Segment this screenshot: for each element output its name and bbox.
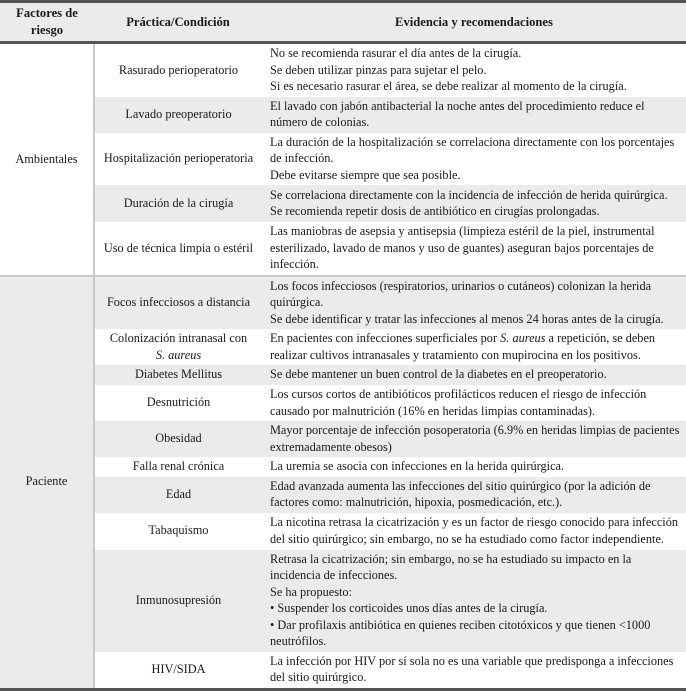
table-row [0, 276, 686, 330]
factor-cell-ambientales: Ambientales [0, 43, 94, 276]
practice-cell: Diabetes Mellitus [134, 367, 223, 382]
evidence-cell [262, 421, 686, 457]
practice-cell: Rasurado perioperatorio [118, 62, 239, 77]
evidence-line: Mayor porcentaje de infección posoperatoria (6.9% en heridas limpias de pacientes extremadamente obesos) [270, 423, 680, 454]
practice-cell: HIV/SIDA [94, 652, 262, 690]
evidence-cell [262, 276, 686, 330]
evidence-cell [262, 97, 686, 133]
evidence-line: Debe evitarse siempre que sea posible. [270, 167, 461, 182]
evidence-cell [262, 477, 686, 513]
evidence-cell [262, 222, 686, 276]
evidence-line: Edad avanzada aumenta las infecciones del sitio quirúrgico (por la adición de factores como: malnutrición, hipoxia, posmedicación, etc.). [270, 478, 651, 509]
table-row [0, 185, 686, 222]
evidence-cell [262, 513, 686, 550]
evidence-bullet: • Suspender los corticoides unos días antes de la cirugía. [270, 601, 548, 615]
evidence-line: Retrasa la cicatrización; sin embargo, no se ha estudiado su impacto en la incidencia de infecciones. [270, 551, 632, 582]
evidence-line: Las maniobras de asepsia y antisepsia (limpieza estéril de la piel, instrumental esterilizado, lavado de manos y uso de guantes) aseguran bajos porcentajes de infección. [270, 224, 655, 271]
evidence-text: a repetición, se deben realizar cultivos intranasales y tratamiento con mupirocina en los positivos. [270, 331, 656, 362]
table-row [0, 97, 686, 133]
evidence-cell [262, 652, 686, 690]
evidence-cell [262, 457, 686, 477]
table-row [0, 457, 686, 477]
evidence-cell [262, 550, 686, 652]
header-evidence: Evidencia y recomendaciones [262, 2, 686, 43]
table-row [0, 133, 686, 186]
table-row [0, 513, 686, 550]
practice-cell: Tabaquismo [148, 523, 209, 538]
header-practice: Práctica/Condición [94, 2, 262, 43]
evidence-line: Se deben utilizar pinzas para sujetar el pelo. [270, 62, 487, 77]
evidence-text: En pacientes con infecciones superficiales por [270, 331, 501, 345]
evidence-line: El lavado con jabón antibacterial la noche antes del procedimiento reduce el número de colonias. [270, 98, 645, 129]
evidence-line: Se debe mantener un buen control de la diabetes en el preoperatorio. [270, 367, 607, 382]
table-row [0, 365, 686, 385]
evidence-cell [262, 385, 686, 421]
evidence-line: La duración de la hospitalización se correlaciona directamente con los porcentajes de infección. [270, 134, 675, 165]
practice-text-italic: S. aureus [155, 347, 202, 362]
practice-cell: Inmunosupresión [135, 592, 222, 607]
evidence-line: Los cursos cortos de antibióticos profilácticos reducen el riesgo de infección causado por malnutrición (16% en heridas limpias contaminadas). [270, 387, 647, 418]
evidence-line: La infección por HIV por sí sola no es una variable que predisponga a infecciones del sitio quirúrgico. [270, 653, 674, 684]
table-row [0, 43, 686, 97]
practice-text: Colonización intranasal con [109, 331, 248, 345]
evidence-line: Se ha propuesto: [270, 584, 352, 599]
practice-cell [94, 329, 262, 365]
evidence-line: Si es necesario rasurar el área, se debe realizar al momento de la cirugía. [270, 79, 627, 93]
table-row [0, 477, 686, 513]
practice-cell: Edad [165, 486, 192, 501]
header-factor: Factores de riesgo [0, 2, 94, 43]
evidence-cell [262, 185, 686, 222]
evidence-cell [262, 43, 686, 97]
practice-cell: Falla renal crónica [132, 459, 225, 473]
evidence-line: No se recomienda rasurar el día antes de la cirugía. [270, 46, 522, 60]
practice-cell: Lavado preoperatorio [125, 106, 232, 121]
evidence-line: La uremia se asocia con infecciones en la herida quirúrgica. [270, 459, 565, 473]
table-row [0, 421, 686, 457]
table-row [0, 385, 686, 421]
factor-cell-paciente: Paciente [0, 276, 94, 690]
practice-cell: Obesidad [155, 431, 202, 446]
evidence-cell [262, 329, 686, 365]
practice-cell: Duración de la cirugía [123, 195, 234, 210]
evidence-line: Se recomienda repetir dosis de antibiótico en cirugías prolongadas. [270, 204, 600, 218]
evidence-line: Se debe identificar y tratar las infecciones al menos 24 horas antes de la cirugía. [270, 311, 664, 326]
practice-cell: Hospitalización perioperatoria [103, 151, 254, 165]
evidence-line: Los focos infecciosos (respiratorios, urinarios o cutáneos) colonizan la herida quirúrgica. [270, 278, 652, 309]
table-row [0, 329, 686, 365]
evidence-cell [262, 133, 686, 186]
evidence-line: La nicotina retrasa la cicatrización y es un factor de riesgo conocido para infección del sitio quirúrgico; sin embargo, no se ha estudiado como factor independiente. [270, 515, 678, 546]
evidence-bullet: • Dar profilaxis antibiótica en quienes reciben citotóxicos y que tienen <1000 neutrófilos. [270, 617, 651, 648]
practice-cell: Desnutrición [146, 395, 211, 410]
practice-cell: Uso de técnica limpia o estéril [94, 222, 262, 276]
evidence-cell [262, 365, 686, 385]
table-row [0, 652, 686, 690]
practice-cell: Focos infecciosos a distancia [106, 295, 251, 309]
evidence-text-italic: S. aureus [500, 331, 546, 345]
evidence-line: Se correlaciona directamente con la incidencia de infección de herida quirúrgica. [270, 187, 668, 202]
table-header-row [0, 2, 686, 43]
table-row [0, 222, 686, 276]
table-row [0, 550, 686, 652]
